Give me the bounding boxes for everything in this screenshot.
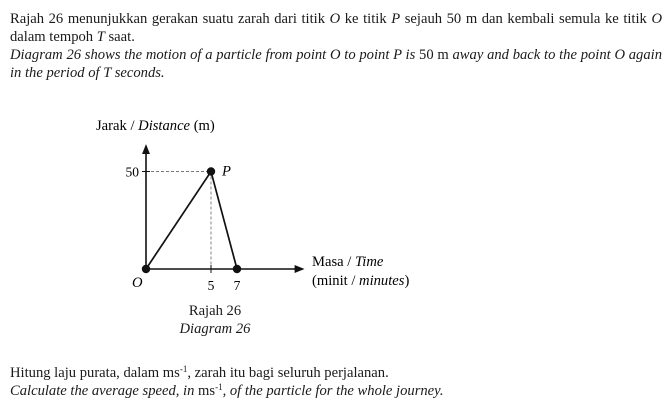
intro-malay-text: saat. <box>104 29 135 45</box>
intro-malay-text: dalam tempoh <box>10 29 97 45</box>
period-t-label: T <box>96 29 105 45</box>
point-label: P <box>222 163 231 180</box>
intro-malay-text: Rajah 26 menunjukkan gerakan suatu zarah dari titik <box>10 11 330 27</box>
intro-malay-text: ke titik <box>340 11 392 27</box>
unit-label: ms <box>198 383 216 399</box>
series-line <box>146 172 237 270</box>
distance-value: 50 m <box>419 47 449 63</box>
y-tick-label: 50 <box>125 164 139 180</box>
question-english-text: Calculate the average speed, in <box>10 383 199 399</box>
data-point <box>207 167 215 175</box>
intro-malay-text: sejauh 50 m dan kembali semula ke titik <box>400 11 652 27</box>
caption-english: Diagram 26 <box>179 321 251 337</box>
data-point <box>142 265 150 273</box>
data-point <box>233 265 241 273</box>
point-p-label: P <box>391 11 401 27</box>
x-tick-label: 7 <box>233 278 241 293</box>
origin-label: O <box>132 275 143 291</box>
x-axis-label-line1: Masa / Time <box>312 254 384 270</box>
unit-exponent: -1 <box>179 364 188 374</box>
question-text <box>10 364 662 400</box>
y-axis-label: Jarak / Distance (m) <box>96 118 215 134</box>
intro-english-text: away and back to the point O again in the period of T seconds. <box>10 47 663 81</box>
caption-malay: Rajah 26 <box>188 303 242 319</box>
x-axis-label-line2: (minit / minutes) <box>312 273 410 289</box>
x-tick-label: 5 <box>207 278 215 293</box>
unit-exponent: -1 <box>215 382 223 392</box>
question-english <box>10 382 662 400</box>
question-malay-text: , zarah itu bagi seluruh perjalanan. <box>187 365 389 381</box>
point-o-label: O <box>329 11 341 27</box>
question-malay-text: Hitung laju purata, dalam ms <box>10 365 180 381</box>
question-english-text: , of the particle for the whole journey. <box>222 383 444 399</box>
question-malay <box>10 364 662 382</box>
point-o-label: O <box>651 11 662 27</box>
intro-english-text: Diagram 26 shows the motion of a particle from point O to point P is <box>10 47 420 63</box>
